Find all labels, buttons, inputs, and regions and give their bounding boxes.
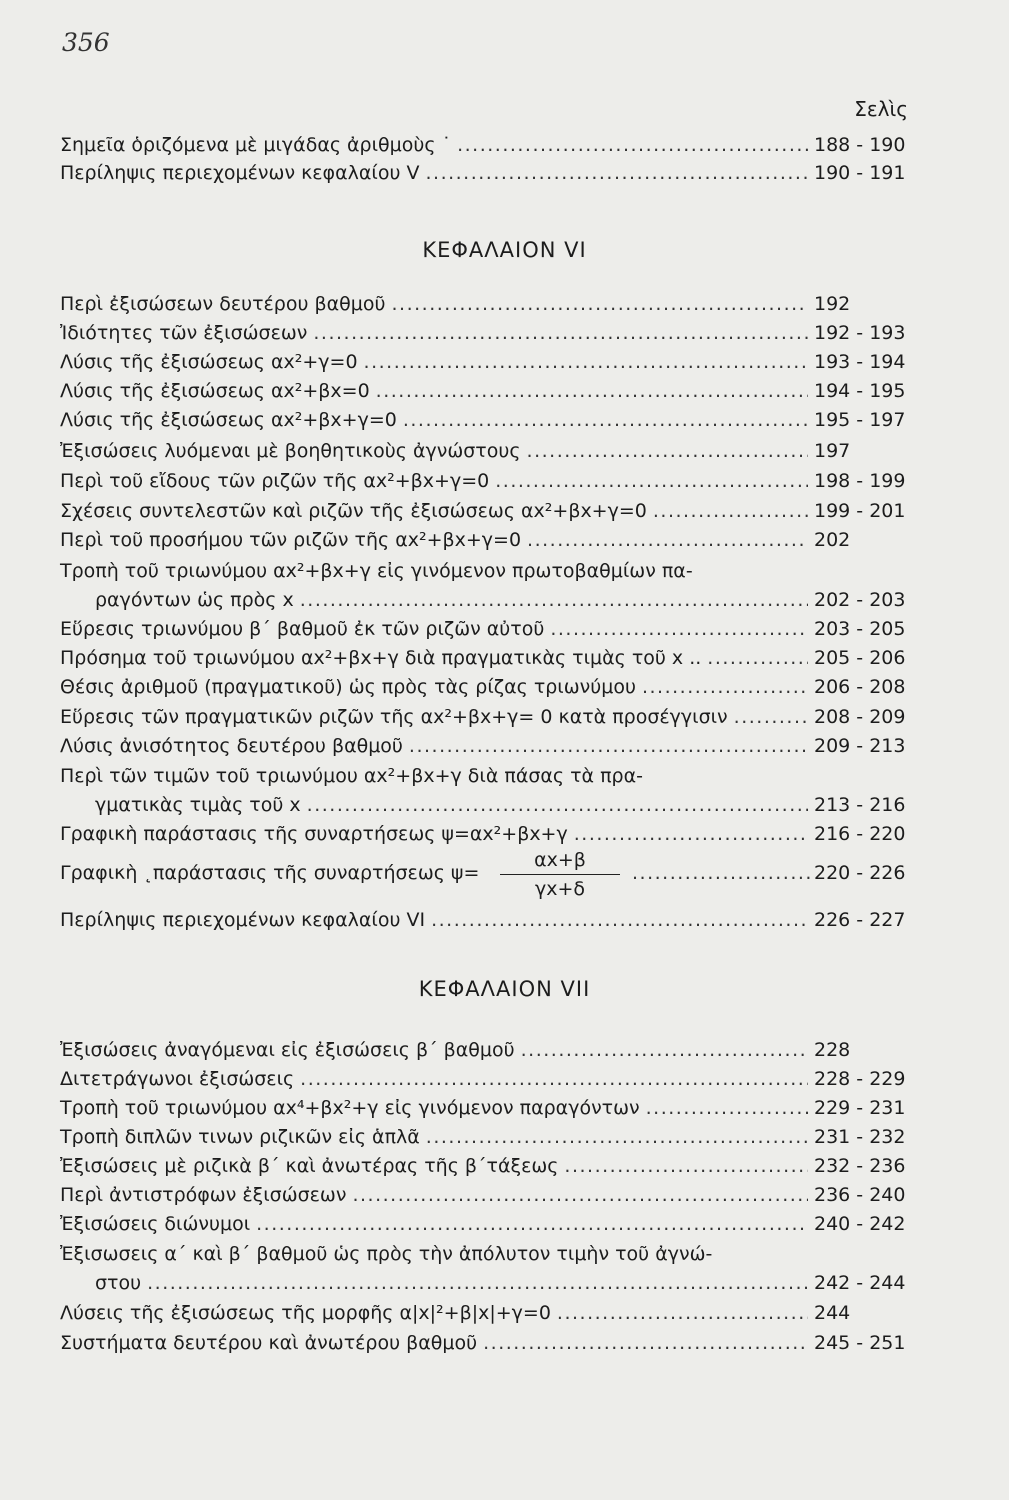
toc-entry [60, 497, 910, 525]
toc-entry [60, 348, 910, 376]
entry-pages: 198 - 199 [814, 470, 906, 492]
entry-title: Λύσις τῆς ἐξισώσεως αx²+βx=0 [60, 380, 370, 402]
toc-entry [60, 906, 910, 934]
entry-pages: 228 - 229 [814, 1068, 906, 1090]
entry-title: Πρόσημα τοῦ τριωνύμου αx²+βx+γ διὰ πραγματικὰς τιμὰς τοῦ x .. [60, 647, 702, 669]
entry-pages: 195 - 197 [814, 409, 906, 431]
toc-entry [60, 437, 910, 465]
chapter-6-title: ΚΕΦΑΛΑΙΟΝ VI [422, 238, 587, 262]
entry-title: Περὶ ἀντιστρόφων ἐξισώσεων [60, 1184, 347, 1206]
entry-pages: 229 - 231 [814, 1097, 906, 1119]
entry-title: Σημεῖα ὁριζόμενα μὲ μιγάδας ἀριθμοὺς ˙ [60, 134, 452, 156]
entry-pages: 194 - 195 [814, 380, 906, 402]
toc-entry [60, 290, 910, 318]
leader-dots [521, 1036, 808, 1064]
entry-pages: 209 - 213 [814, 735, 906, 757]
entry-title: Γραφικὴ παράστασις τῆς συναρτήσεως ψ=αx²+βx+γ [60, 823, 568, 845]
entry-title: Λύσεις τῆς ἐξισώσεως τῆς μορφῆς α|x|²+β|x|+γ=0 [60, 1302, 551, 1324]
entry-title-line-2: γματικὰς τιμὰς τοῦ x [95, 794, 301, 816]
fraction-bar [500, 874, 620, 875]
entry-title: Περὶ τοῦ προσήμου τῶν ριζῶν τῆς αx²+βx+γ=0 [60, 529, 522, 551]
entry-pages: 226 - 227 [814, 909, 906, 931]
entry-title: Ἐξισώσεις διώνυμοι [60, 1213, 251, 1235]
toc-entry [60, 615, 910, 643]
leader-dots [352, 1181, 808, 1209]
entry-title: Λύσις τῆς ἐξισώσεως αx²+γ=0 [60, 351, 358, 373]
toc-entry [95, 586, 910, 614]
entry-pages: 188 - 190 [814, 134, 906, 156]
entry-pages: 202 [814, 529, 851, 551]
toc-entry [60, 732, 910, 760]
toc-entry [60, 1329, 910, 1357]
leader-dots [707, 644, 808, 672]
entry-title-line-1: Τροπὴ τοῦ τριωνύμου αx²+βx+γ εἰς γινόμενον πρωτοβαθμίων πα- [60, 560, 693, 582]
entry-pages: 208 - 209 [814, 706, 906, 728]
fraction-denominator: γx+δ [534, 878, 586, 900]
leader-dots [483, 1329, 808, 1357]
pages-column-header: Σελὶς [854, 97, 908, 121]
entry-pages: 236 - 240 [814, 1184, 906, 1206]
toc-entry [60, 1065, 910, 1093]
entry-pages: 232 - 236 [814, 1155, 906, 1177]
toc-entry [60, 467, 910, 495]
toc-entry [60, 1036, 910, 1064]
toc-entry [60, 319, 910, 347]
entry-pages: 193 - 194 [814, 351, 906, 373]
entry-title: Συστήματα δευτέρου καὶ ἀνωτέρου βαθμοῦ [60, 1332, 478, 1354]
entry-title-line-2: στου [95, 1272, 142, 1294]
entry-pages: 228 [814, 1039, 851, 1061]
leader-dots [734, 703, 808, 731]
entry-title-line-1: Ἐξισωσεις α΄ καὶ β΄ βαθμοῦ ὡς πρὸς τὴν ἀπόλυτον τιμὴν τοῦ ἀγνώ- [60, 1243, 713, 1265]
entry-pages: 240 - 242 [814, 1213, 906, 1235]
leader-dots [409, 732, 808, 760]
entry-pages: 231 - 232 [814, 1126, 906, 1148]
entry-title: Περὶ ἐξισώσεων δευτέρου βαθμοῦ [60, 293, 386, 315]
toc-entry [60, 406, 910, 434]
toc-entry [60, 159, 910, 187]
entry-title: Τροπὴ τοῦ τριωνύμου αx⁴+βx²+γ εἰς γινόμενον παραγόντων [60, 1097, 640, 1119]
leader-dots [376, 377, 808, 405]
leader-dots [527, 437, 808, 465]
leader-dots [307, 791, 808, 819]
entry-pages: 220 - 226 [814, 862, 906, 884]
toc-entry [60, 1210, 910, 1238]
entry-title-line-1: Περὶ τῶν τιμῶν τοῦ τριωνύμου αx²+βx+γ διὰ πάσας τὰ πρα- [60, 765, 643, 787]
leader-dots [550, 615, 808, 643]
toc-entry [60, 644, 910, 672]
leader-dots [300, 586, 808, 614]
toc-entry [60, 820, 910, 848]
leader-dots [431, 906, 808, 934]
toc-entry [60, 131, 910, 159]
toc-entry [60, 377, 910, 405]
entry-pages: 192 - 193 [814, 322, 906, 344]
entry-title: Περὶ τοῦ εἴδους τῶν ριζῶν τῆς αx²+βx+γ=0 [60, 470, 490, 492]
entry-pages: 245 - 251 [814, 1332, 906, 1354]
leader-dots [392, 290, 808, 318]
toc-entry [60, 1299, 910, 1327]
entry-title: Περίληψις περιεχομένων κεφαλαίου V [60, 162, 420, 184]
toc-entry [60, 673, 910, 701]
entry-pages: 206 - 208 [814, 676, 906, 698]
leader-dots [147, 1269, 808, 1297]
entry-title: Τροπὴ διπλῶν τινων ριζικῶν εἰς ἁπλᾶ [60, 1126, 420, 1148]
toc-entry [60, 1181, 910, 1209]
entry-title: Εὕρεσις τριωνύμου β΄ βαθμοῦ ἐκ τῶν ριζῶν αὐτοῦ [60, 618, 545, 640]
leader-dots [653, 497, 808, 525]
entry-pages: 199 - 201 [814, 500, 906, 522]
entry-pages: 197 [814, 440, 851, 462]
entry-pages: 203 - 205 [814, 618, 906, 640]
leader-dots [403, 406, 808, 434]
leader-dots [564, 1152, 808, 1180]
entry-pages: 216 - 220 [814, 823, 906, 845]
entry-pages: 202 - 203 [814, 589, 906, 611]
leader-dots [364, 348, 808, 376]
leader-dots [646, 1094, 808, 1122]
toc-entry [60, 1152, 910, 1180]
entry-title: Λύσις τῆς ἐξισώσεως αx²+βx+γ=0 [60, 409, 397, 431]
leader-dots [574, 820, 808, 848]
toc-entry [95, 1269, 910, 1297]
fraction-numerator: αx+β [534, 849, 586, 871]
entry-title: Ἐξισώσεις ἀναγόμεναι εἰς ἐξισώσεις β΄ βαθμοῦ [60, 1039, 515, 1061]
toc-entry [60, 526, 910, 554]
leader-dots [300, 1065, 808, 1093]
entry-title: Θέσις ἀριθμοῦ (πραγματικοῦ) ὡς πρὸς τὰς ρίζας τριωνύμου [60, 676, 636, 698]
fraction [500, 848, 620, 901]
entry-title: Σχέσεις συντελεστῶν καὶ ριζῶν τῆς ἐξισώσεως αx²+βx+γ=0 [60, 500, 647, 522]
entry-title-line-2: ραγόντων ὡς πρὸς x [95, 589, 294, 611]
leader-dots [632, 862, 812, 884]
leader-dots [426, 1123, 808, 1151]
entry-title: Ἰδιότητες τῶν ἐξισώσεων [60, 322, 308, 344]
leader-dots [313, 319, 808, 347]
entry-pages: 192 [814, 293, 851, 315]
entry-title: Εὕρεσις τῶν πραγματικῶν ριζῶν τῆς αx²+βx+γ= 0 κατὰ προσέγγισιν [60, 706, 728, 728]
toc-entry [60, 1094, 910, 1122]
toc-entry [95, 791, 910, 819]
leader-dots [527, 526, 808, 554]
entry-title: Λύσις ἀνισότητος δευτέρου βαθμοῦ [60, 735, 403, 757]
leader-dots [256, 1210, 808, 1238]
chapter-7-title: ΚΕΦΑΛΑΙΟΝ VII [418, 977, 591, 1001]
leader-dots [495, 467, 808, 495]
entry-pages: 190 - 191 [814, 162, 906, 184]
leader-dots [457, 131, 808, 159]
entry-title: Γραφικὴ ˛παράστασις τῆς συναρτήσεως ψ= [60, 862, 480, 884]
toc-entry-fraction [60, 848, 910, 904]
leader-dots [425, 159, 808, 187]
entry-title: Ἐξισώσεις μὲ ριζικὰ β΄ καὶ ἀνωτέρας τῆς β΄τάξεως [60, 1155, 559, 1177]
page-number: 356 [62, 28, 110, 57]
entry-pages: 244 [814, 1302, 851, 1324]
leader-dots [642, 673, 808, 701]
entry-pages: 213 - 216 [814, 794, 906, 816]
entry-pages: 205 - 206 [814, 647, 906, 669]
entry-title: Περίληψις περιεχομένων κεφαλαίου VI [60, 909, 426, 931]
leader-dots [557, 1299, 808, 1327]
entry-pages: 242 - 244 [814, 1272, 906, 1294]
entry-title: Ἐξισώσεις λυόμεναι μὲ βοηθητικοὺς ἀγνώστους [60, 440, 521, 462]
toc-entry [60, 1123, 910, 1151]
toc-entry [60, 703, 910, 731]
entry-title: Διτετράγωνοι ἐξισώσεις [60, 1068, 295, 1090]
